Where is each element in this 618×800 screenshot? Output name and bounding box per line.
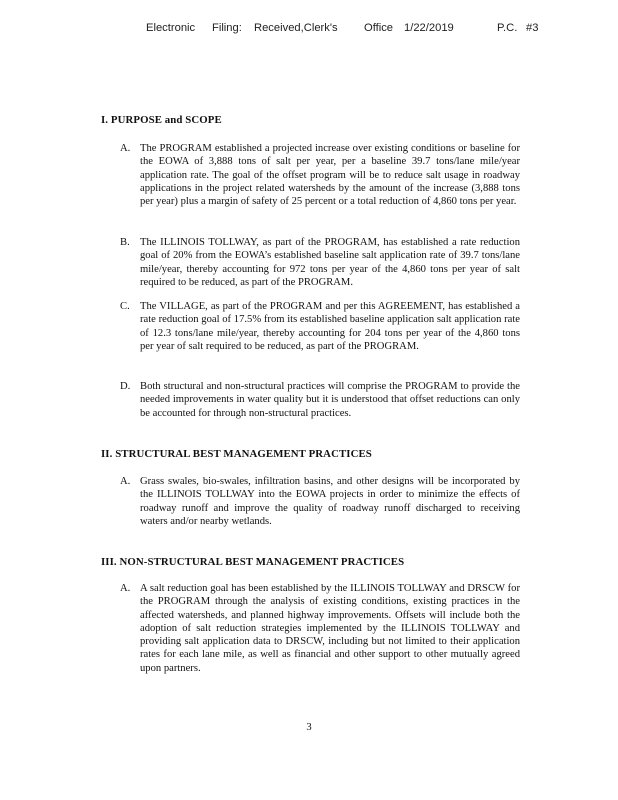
paragraph-1a bbox=[120, 142, 520, 208]
paragraph-text: Grass swales, bio-swales, infiltration basins, and other designs will be incorporated by the ILLINOIS TOLLWAY into the EOWA projects in order to minimize the effects of roadway runoff and improve the quality of roadway runoff discharged to receiving waters and/or nearby wetlands. bbox=[140, 476, 520, 527]
section-heading-structural-bmp: II. STRUCTURAL BEST MANAGEMENT PRACTICES bbox=[101, 448, 372, 460]
paragraph-3a bbox=[120, 582, 520, 675]
paragraph-text: The VILLAGE, as part of the PROGRAM and per this AGREEMENT, has established a rate reduction goal of 17.5% from its established baseline application salt application rate of 12.3 tons/lane mile/year, thereby accounting for 204 tons per year of the 4,860 tons per year of salt required to be reduced, as part of the PROGRAM. bbox=[140, 301, 520, 352]
section-heading-purpose-scope: I. PURPOSE and SCOPE bbox=[101, 114, 222, 126]
paragraph-text: A salt reduction goal has been established by the ILLINOIS TOLLWAY and DRSCW for the PROGRAM through the analysis of existing conditions, existing practices in the affected watersheds, and planned highway improvements. Offsets will include both the adoption of salt reduction strategies implemented by the ILLINOIS TOLLWAY and providing salt application data to DRSCW, including but not limited to their application rates for each lane mile, as well as financial and other support to other mutually agreed upon partners. bbox=[140, 583, 520, 674]
paragraph-2a bbox=[120, 475, 520, 528]
paragraph-letter: A. bbox=[120, 143, 131, 154]
header-electronic: Electronic bbox=[146, 22, 196, 34]
header-office: Office bbox=[364, 22, 394, 34]
header-received: Received,Clerk's bbox=[254, 22, 338, 34]
paragraph-letter: B. bbox=[120, 237, 130, 248]
paragraph-text: Both structural and non-structural practices will comprise the PROGRAM to provide the needed improvements in water quality but it is understood that offset reductions can only be accounted for through non-structural practices. bbox=[140, 381, 520, 419]
section-heading-non-structural-bmp: III. NON-STRUCTURAL BEST MANAGEMENT PRACTICES bbox=[101, 556, 405, 568]
paragraph-letter: D. bbox=[120, 381, 131, 392]
paragraph-letter: A. bbox=[120, 476, 131, 487]
header-pc: P.C. bbox=[497, 22, 518, 34]
paragraph-1c bbox=[120, 300, 520, 353]
paragraph-text: The PROGRAM established a projected increase over existing conditions or baseline for the EOWA of 3,888 tons of salt per year, per a baseline 39.7 tons/lane mile/year application rate. The goal of the offset program will be to reduce salt usage in roadway applications in the project related watersheds by the amount of the increase (3,888 tons per year) plus a margin of safety of 25 percent or a total reduction of 4,860 tons per year. bbox=[140, 143, 520, 208]
header-date: 1/22/2019 bbox=[404, 22, 454, 34]
paragraph-1d bbox=[120, 380, 520, 420]
paragraph-letter: C. bbox=[120, 301, 130, 312]
paragraph-letter: A. bbox=[120, 583, 131, 594]
page-number: 3 bbox=[306, 722, 312, 733]
paragraph-1b bbox=[120, 236, 520, 289]
header-filing: Filing: bbox=[212, 22, 242, 34]
paragraph-text: The ILLINOIS TOLLWAY, as part of the PROGRAM, has established a rate reduction goal of 20% from the EOWA’s established baseline salt application rate of 39.7 tons/lane mile/year, thereby accounting for 972 tons per year of the 4,860 tons per year of salt required to be reduced, as part of the PROGRAM. bbox=[140, 237, 520, 288]
header-number: #3 bbox=[526, 22, 539, 34]
